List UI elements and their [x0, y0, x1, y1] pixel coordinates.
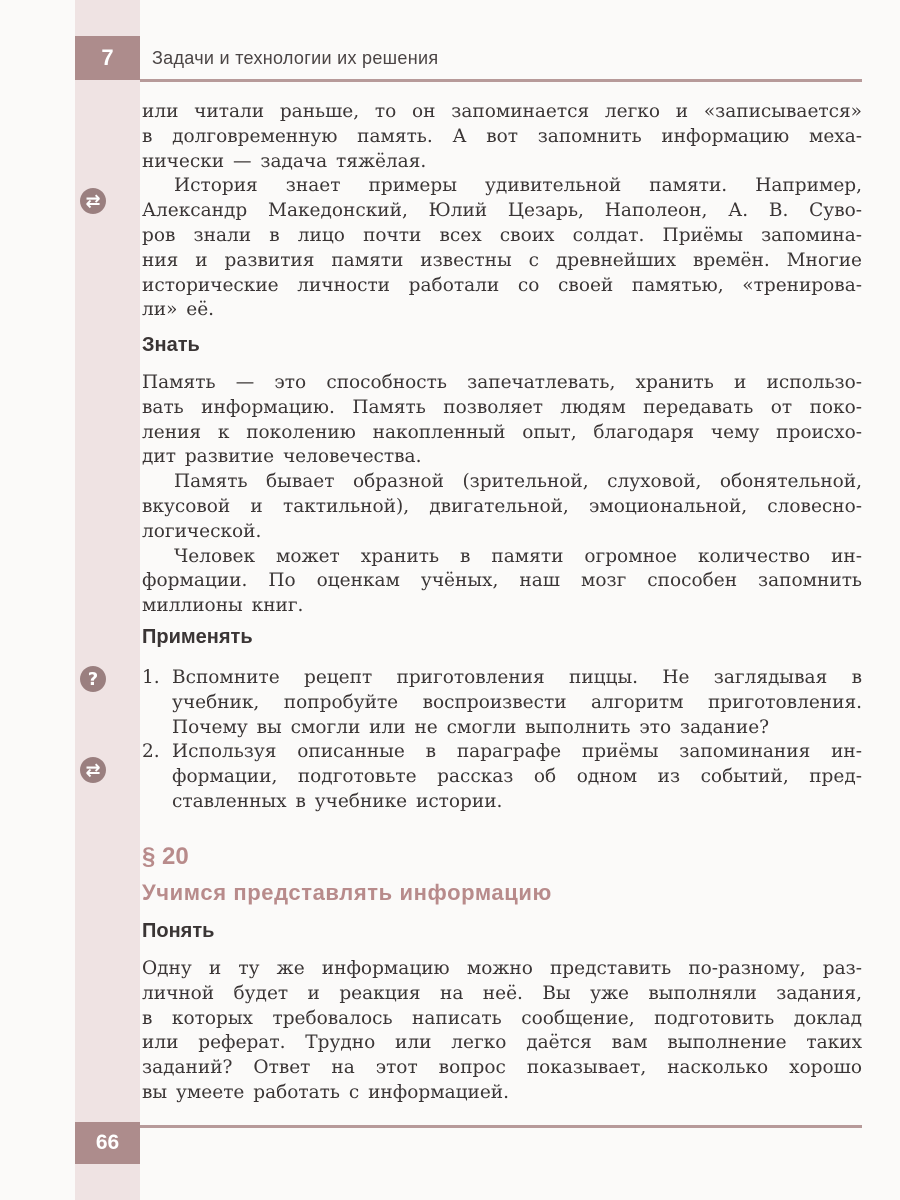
- section-number: § 20: [142, 843, 189, 870]
- heading-apply: Применять: [142, 626, 253, 648]
- list-item: [142, 666, 862, 740]
- understand-text: [142, 957, 862, 1106]
- page-margin-band: [75, 0, 140, 1200]
- text-line: дит развитие человечества.: [142, 446, 422, 468]
- text-line: учебник, попробуйте воспроизвести алгоритм приготовления.: [172, 691, 862, 713]
- heading-understand: Понять: [142, 920, 215, 942]
- chapter-number: 7: [75, 36, 140, 80]
- text-line: или читали раньше, то он запоминается легко и «записывается»: [142, 101, 862, 122]
- text-line: или реферат. Трудно или легко даётся вам выполнение таких: [142, 1032, 862, 1054]
- heading-know: Знать: [142, 334, 200, 356]
- text-line: вать информацию. Память позволяет людям передавать от поко-: [142, 396, 862, 418]
- text-line: Александр Македонский, Юлий Цезарь, Наполеон, А. В. Суво-: [142, 200, 862, 222]
- text-line: ления к поколению накопленный опыт, благодаря чему происхо-: [142, 421, 862, 443]
- text-line: Вспомните рецепт приготовления пиццы. Не заглядывая в: [172, 667, 862, 688]
- page-number: 66: [75, 1122, 140, 1164]
- text-line: Одну и ту же информацию можно представить по-разному, раз-: [142, 958, 862, 979]
- question-icon: ?: [80, 666, 106, 692]
- list-item: [142, 740, 862, 814]
- chapter-title: Задачи и технологии их решения: [152, 48, 439, 68]
- item-number: 2.: [142, 741, 160, 763]
- text-line: История знает примеры удивительной памяти. Например,: [174, 175, 862, 197]
- text-line: ли» её.: [142, 299, 215, 321]
- text-line: ния и развития памяти известны с древнейших времён. Многие: [142, 249, 862, 271]
- text-line: формации, подготовьте рассказ об одном из событий, пред-: [172, 766, 862, 788]
- text-line: ров знали в лицо почти всех своих солдат. Приёмы запомина-: [142, 224, 862, 246]
- text-line: нически — задача тяжёлая.: [142, 150, 427, 172]
- text-line: заданий? Ответ на этот вопрос показывает, насколько хорошо: [142, 1057, 862, 1079]
- text-line: формации. По оценкам учёных, наш мозг способен запомнить: [142, 570, 862, 592]
- item-number: 1.: [142, 667, 160, 688]
- apply-task-list: [142, 666, 862, 815]
- text-line: в которых требовалось написать сообщение, подготовить доклад: [142, 1007, 862, 1029]
- header-rule: [140, 79, 862, 82]
- intro-text: [142, 100, 862, 323]
- text-line: личной будет и реакция на неё. Вы уже выполняли задания,: [142, 982, 862, 1004]
- text-line: в долговременную память. А вот запомнить информацию меха-: [142, 125, 862, 147]
- know-text: [142, 371, 862, 619]
- text-line: ставленных в учебнике истории.: [172, 790, 503, 812]
- text-line: Человек может хранить в памяти огромное количество ин-: [174, 545, 862, 567]
- text-line: Память бывает образной (зрительной, слуховой, обонятельной,: [174, 471, 862, 493]
- footer-rule: [140, 1125, 862, 1128]
- text-line: исторические личности работали со своей памятью, «тренирова-: [142, 274, 862, 296]
- text-line: миллионы книг.: [142, 595, 304, 617]
- section-title: Учимся представлять информацию: [142, 880, 552, 905]
- exchange-icon: ⇄: [80, 188, 106, 214]
- exchange-icon: ⇄: [80, 757, 106, 783]
- text-line: вы умеете работать с информацией.: [142, 1081, 510, 1103]
- text-line: Почему вы смогли или не смогли выполнить это задание?: [172, 716, 770, 738]
- text-line: Используя описанные в параграфе приёмы запоминания ин-: [172, 741, 862, 763]
- text-line: Память — это способность запечатлевать, хранить и использо-: [142, 372, 862, 393]
- text-line: вкусовой и тактильной), двигательной, эмоциональной, словесно-: [142, 495, 862, 517]
- text-line: логической.: [142, 520, 262, 542]
